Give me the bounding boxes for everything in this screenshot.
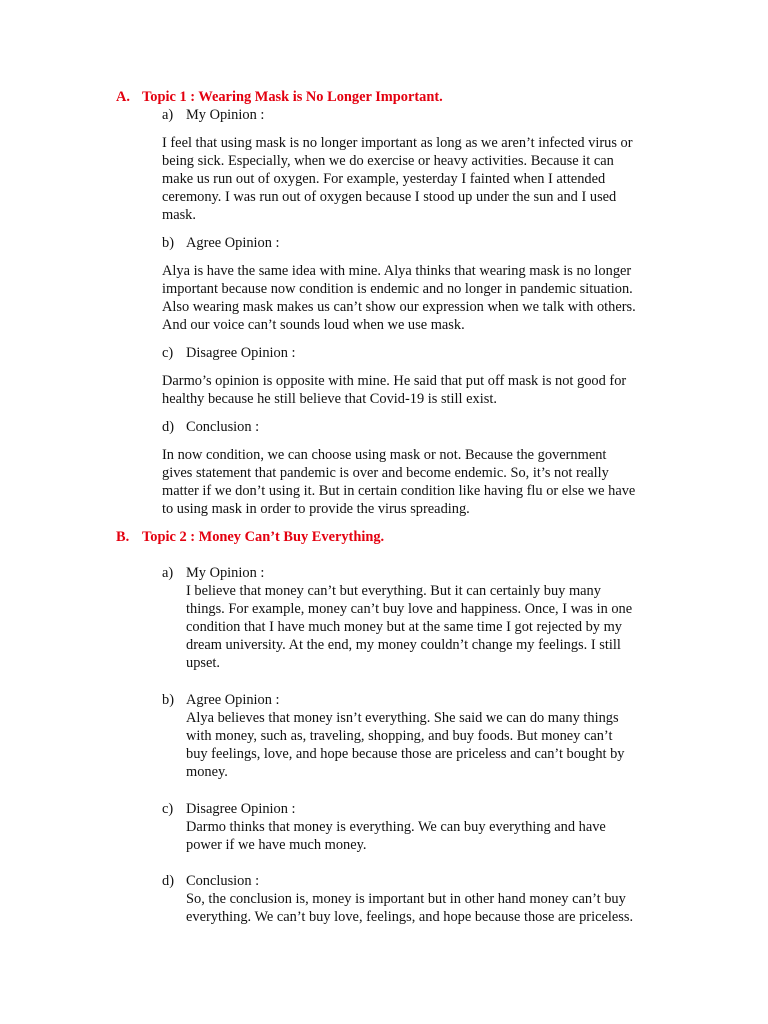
item-marker: a) bbox=[162, 565, 174, 581]
paragraph-line: mask. bbox=[162, 207, 196, 223]
paragraph-line: Alya believes that money isn’t everything. She said we can do many things bbox=[186, 710, 619, 726]
paragraph-line: everything. We can’t buy love, feelings, and hope because those are priceless. bbox=[186, 909, 634, 925]
item-marker: b) bbox=[162, 692, 174, 708]
paragraph-line: So, the conclusion is, money is important but in other hand money can’t buy bbox=[186, 891, 626, 907]
paragraph-line: healthy because he still believe that Covid-19 is still exist. bbox=[162, 391, 497, 407]
paragraph-line: money. bbox=[186, 764, 228, 780]
paragraph-line: things. For example, money can’t buy love and happiness. Once, I was in one bbox=[186, 601, 633, 617]
paragraph-line: And our voice can’t sounds loud when we use mask. bbox=[162, 317, 465, 333]
paragraph-line: Darmo thinks that money is everything. We can buy everything and have bbox=[186, 819, 606, 835]
item-label: My Opinion : bbox=[186, 107, 265, 123]
paragraph-line: power if we have much money. bbox=[186, 837, 367, 853]
item-label: Conclusion : bbox=[186, 873, 260, 889]
section-a-letter: A. bbox=[116, 89, 130, 105]
paragraph-line: Darmo’s opinion is opposite with mine. He said that put off mask is not good for bbox=[162, 373, 627, 389]
section-b-item-d-label bbox=[162, 872, 259, 890]
section-b-item-b-label bbox=[162, 691, 280, 709]
paragraph-line: upset. bbox=[186, 655, 220, 671]
paragraph-line: I feel that using mask is no longer important as long as we aren’t infected virus or bbox=[162, 135, 633, 151]
paragraph-line: In now condition, we can choose using mask or not. Because the government bbox=[162, 447, 607, 463]
item-marker: c) bbox=[162, 801, 174, 817]
paragraph-line: gives statement that pandemic is over and become endemic. So, it’s not really bbox=[162, 465, 609, 481]
paragraph-line: Alya is have the same idea with mine. Alya thinks that wearing mask is no longer bbox=[162, 263, 632, 279]
paragraph-line: with money, such as, traveling, shopping, and buy foods. But money can’t bbox=[186, 728, 613, 744]
section-a-title: Topic 1 : Wearing Mask is No Longer Important. bbox=[142, 89, 443, 105]
paragraph-line: important because now condition is endemic and no longer in pandemic situation. bbox=[162, 281, 633, 297]
item-marker: a) bbox=[162, 107, 174, 123]
section-a-item-b-label bbox=[162, 234, 280, 252]
item-label: Conclusion : bbox=[186, 419, 260, 435]
paragraph-line: dream university. At the end, my money couldn’t change my feelings. I still bbox=[186, 637, 621, 653]
item-label: My Opinion : bbox=[186, 565, 265, 581]
paragraph-line: ceremony. I was run out of oxygen because I stood up under the sun and I used bbox=[162, 189, 617, 205]
section-b-letter: B. bbox=[116, 529, 130, 545]
item-label: Agree Opinion : bbox=[186, 235, 280, 251]
paragraph-line: buy feelings, love, and hope because those are priceless and can’t bought by bbox=[186, 746, 625, 762]
item-marker: d) bbox=[162, 419, 174, 435]
paragraph-line: to using mask in order to provide the virus spreading. bbox=[162, 501, 470, 517]
section-a-item-a-label bbox=[162, 106, 264, 124]
item-marker: c) bbox=[162, 345, 174, 361]
section-b-item-c-label bbox=[162, 800, 296, 818]
section-a-heading bbox=[116, 88, 443, 106]
section-a-item-c-label bbox=[162, 344, 296, 362]
item-marker: b) bbox=[162, 235, 174, 251]
section-b-title: Topic 2 : Money Can’t Buy Everything. bbox=[142, 529, 385, 545]
section-b-heading bbox=[116, 528, 384, 546]
section-b-item-a-label bbox=[162, 564, 264, 582]
paragraph-line: make us run out of oxygen. For example, yesterday I fainted when I attended bbox=[162, 171, 606, 187]
paragraph-line: being sick. Especially, when we do exercise or heavy activities. Because it can bbox=[162, 153, 614, 169]
item-marker: d) bbox=[162, 873, 174, 889]
paragraph-line: matter if we don’t using it. But in certain condition like having flu or else we have bbox=[162, 483, 636, 499]
item-label: Agree Opinion : bbox=[186, 692, 280, 708]
paragraph-line: I believe that money can’t but everything. But it can certainly buy many bbox=[186, 583, 601, 599]
item-label: Disagree Opinion : bbox=[186, 345, 296, 361]
paragraph-line: Also wearing mask makes us can’t show our expression when we talk with others. bbox=[162, 299, 636, 315]
item-label: Disagree Opinion : bbox=[186, 801, 296, 817]
section-a-item-d-label bbox=[162, 418, 259, 436]
paragraph-line: condition that I have much money but at the same time I got rejected by my bbox=[186, 619, 622, 635]
